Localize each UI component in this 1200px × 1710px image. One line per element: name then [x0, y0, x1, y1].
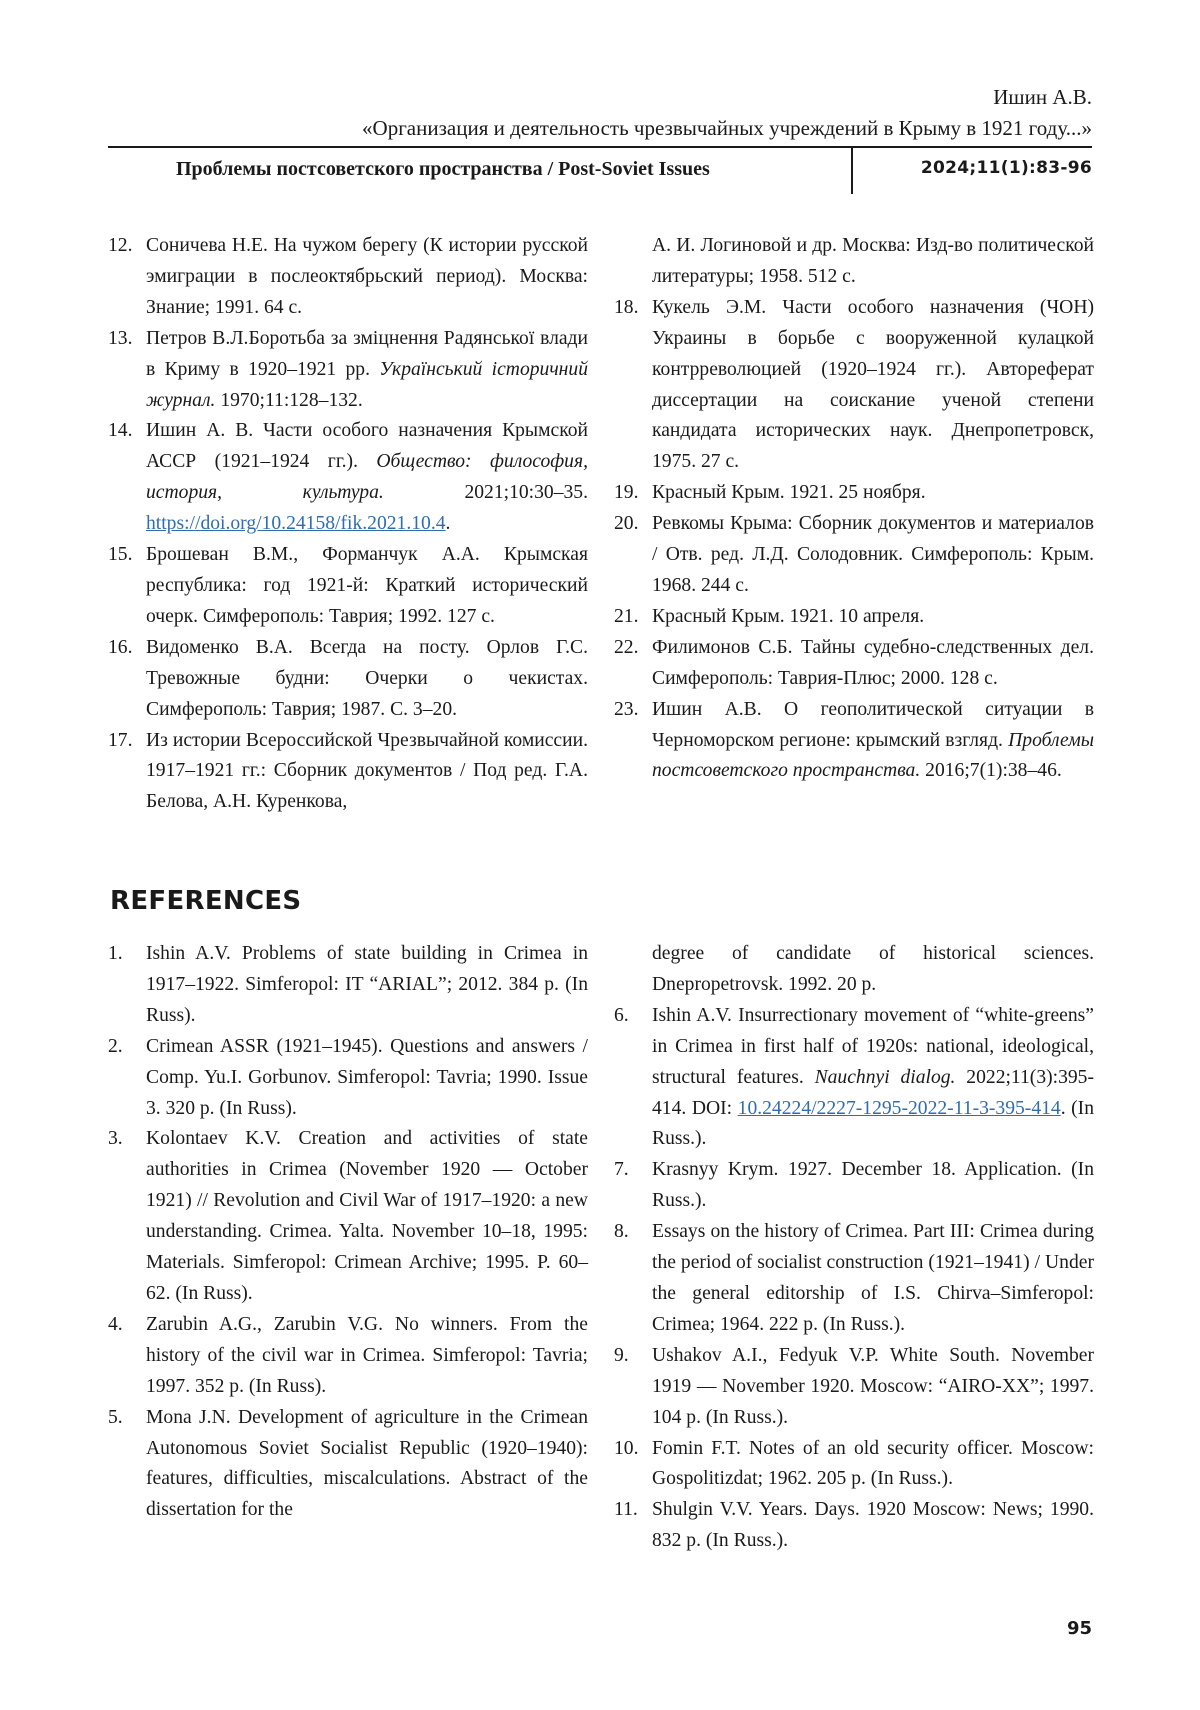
reference-item	[614, 1217, 1094, 1341]
reference-number: 19.	[614, 478, 650, 509]
reference-number: 21.	[614, 602, 650, 633]
reference-text: Ишин А. В. Части особого назначения Крымской АССР (1921–1924 гг.).	[146, 420, 588, 472]
header-rule	[108, 146, 1092, 148]
reference-text: Кукель Э.М. Части особого назначения (ЧОН) Украины в борьбе с вооруженной кулацкой контрреволюцией (1920–1924 гг.). Автореферат диссертации на соискание ученой степени кандидата исторических наук. Днепропетровск, 1975. 27 с.	[652, 297, 1094, 473]
ru-references-left-column	[108, 231, 588, 818]
reference-number: 10.	[614, 1434, 650, 1465]
running-head-article-title: «Организация и деятельность чрезвычайных учреждений в Крыму в 1921 году...»	[362, 113, 1092, 144]
reference-text: Ishin A.V. Insurrectionary movement of “white-greens” in Crimea in first half of 1920s: national, ideological, structural features.	[652, 1005, 1094, 1088]
reference-journal-title: Общество: философия, история, культура.	[146, 451, 588, 503]
reference-item	[614, 1495, 1094, 1557]
reference-number: 2.	[108, 1032, 144, 1063]
reference-item	[614, 293, 1094, 478]
reference-item	[614, 633, 1094, 695]
reference-text: Shulgin V.V. Years. Days. 1920 Moscow: News; 1990. 832 p. (In Russ.).	[652, 1499, 1094, 1551]
issue-reference: 2024;11(1):83-96	[921, 158, 1092, 178]
reference-text: Соничева Н.Е. На чужом берегу (К истории русской эмиграции в послеоктябрьский период). Москва: Знание; 1991. 64 с.	[146, 235, 588, 318]
reference-number: 16.	[108, 633, 144, 664]
reference-number: 14.	[108, 416, 144, 447]
reference-number: 12.	[108, 231, 144, 262]
reference-item	[108, 633, 588, 726]
reference-item	[614, 509, 1094, 602]
reference-item	[108, 1032, 588, 1125]
reference-number: 22.	[614, 633, 650, 664]
reference-number: 7.	[614, 1155, 650, 1186]
reference-number: 13.	[108, 324, 144, 355]
reference-number: 1.	[108, 939, 144, 970]
reference-text: Ishin A.V. Problems of state building in Crimea in 1917–1922. Simferopol: IT “ARIAL”; 2012. 384 p. (In Russ).	[146, 943, 588, 1026]
reference-text: Crimean ASSR (1921–1945). Questions and answers / Comp. Yu.I. Gorbunov. Simferopol: Tavria; 1990. Issue 3. 320 p. (In Russ).	[146, 1036, 588, 1119]
reference-text: Ushakov A.I., Fedyuk V.P. White South. November 1919 — November 1920. Moscow: “AIRO-XX”; 1997. 104 p. (In Russ.).	[652, 1345, 1094, 1428]
reference-number: 18.	[614, 293, 650, 324]
reference-text: Mona J.N. Development of agriculture in the Crimean Autonomous Soviet Socialist Republic (1920–1940): features, difficulties, miscalculations. Abstract of the dissertation for the	[146, 1407, 588, 1521]
ru-references-right-column	[614, 231, 1094, 787]
reference-text: Филимонов С.Б. Тайны судебно-следственных дел. Симферополь: Таврия-Плюс; 2000. 128 с.	[652, 637, 1094, 689]
reference-text: Видоменко В.А. Всегда на посту. Орлов Г.С. Тревожные будни: Очерки о чекистах. Симферополь: Таврия; 1987. С. 3–20.	[146, 637, 588, 720]
doi-link[interactable]: https://doi.org/10.24158/fik.2021.10.4	[146, 513, 446, 534]
reference-item	[614, 478, 1094, 509]
reference-number: 15.	[108, 540, 144, 571]
doi-link[interactable]: 10.24224/2227-1295-2022-11-3-395-414	[738, 1098, 1061, 1119]
reference-text: 2016;7(1):38–46.	[920, 760, 1062, 781]
reference-text: 1970;11:128–132.	[215, 390, 362, 411]
reference-item	[108, 1310, 588, 1403]
reference-text: 2021;10:30–35.	[384, 482, 588, 503]
reference-number: 9.	[614, 1341, 650, 1372]
reference-number: 8.	[614, 1217, 650, 1248]
journal-title: Проблемы постсоветского пространства / Post-Soviet Issues	[176, 156, 710, 182]
reference-item	[614, 602, 1094, 633]
reference-item	[108, 939, 588, 1032]
header-divider	[851, 148, 853, 194]
reference-text: Zarubin A.G., Zarubin V.G. No winners. From the history of the civil war in Crimea. Simferopol: Tavria; 1997. 352 p. (In Russ).	[146, 1314, 588, 1397]
reference-text: Красный Крым. 1921. 25 ноября.	[652, 482, 926, 503]
reference-item	[614, 1155, 1094, 1217]
reference-number: 4.	[108, 1310, 144, 1341]
reference-item	[614, 1434, 1094, 1496]
reference-number: 3.	[108, 1124, 144, 1155]
reference-text: Fomin F.T. Notes of an old security officer. Moscow: Gospolitizdat; 1962. 205 p. (In Russ.).	[652, 1438, 1094, 1490]
page	[0, 0, 1200, 1710]
running-head	[362, 82, 1092, 144]
reference-item	[614, 1341, 1094, 1434]
reference-text: .	[446, 513, 451, 534]
reference-number: 23.	[614, 695, 650, 726]
reference-number: 11.	[614, 1495, 650, 1526]
reference-text: . (In Russ.).	[652, 1098, 1094, 1150]
reference-item	[108, 540, 588, 633]
reference-item	[108, 726, 588, 819]
running-head-author: Ишин А.В.	[362, 82, 1092, 113]
reference-journal-title: Nauchnyi dialog.	[815, 1067, 956, 1088]
reference-text: Брошеван В.М., Форманчук А.А. Крымская республика: год 1921-й: Краткий исторический очерк. Симферополь: Таврия; 1992. 127 с.	[146, 544, 588, 627]
reference-text: Петров В.Л.Боротьба за зміцнення Радянської влади в Криму в 1920–1921 рр.	[146, 328, 588, 380]
reference-text: Из истории Всероссийской Чрезвычайной комиссии. 1917–1921 гг.: Сборник документов / Под ред. Г.А. Белова, А.Н. Куренкова,	[146, 730, 588, 813]
reference-item	[108, 1403, 588, 1527]
reference-item	[108, 1124, 588, 1309]
reference-item	[108, 324, 588, 417]
reference-item	[614, 1001, 1094, 1156]
reference-continuation: А. И. Логиновой и др. Москва: Изд-во политической литературы; 1958. 512 с.	[614, 231, 1094, 293]
reference-text: Ишин А.В. О геополитической ситуации в Черноморском регионе: крымский взгляд.	[652, 699, 1094, 751]
reference-text: Essays on the history of Crimea. Part III: Crimea during the period of socialist construction (1921–1941) / Under the general editorship of I.S. Chirva–Simferopol: Crimea; 1964. 222 p. (In Russ.).	[652, 1221, 1094, 1335]
reference-journal-title: Український історичний журнал.	[146, 359, 588, 411]
reference-text: Красный Крым. 1921. 10 апреля.	[652, 606, 924, 627]
reference-item	[108, 416, 588, 540]
reference-journal-title: Проблемы постсоветского пространства.	[652, 730, 1094, 782]
en-references-right-column	[614, 939, 1094, 1557]
reference-text: Ревкомы Крыма: Сборник документов и материалов / Отв. ред. Л.Д. Солодовник. Симферополь: Крым. 1968. 244 с.	[652, 513, 1094, 596]
reference-number: 17.	[108, 726, 144, 757]
en-references-left-column	[108, 939, 588, 1526]
reference-text: Kolontaev K.V. Creation and activities of state authorities in Crimea (November 1920 — October 1921) // Revolution and Civil War of 1917–1920: a new understanding. Crimea. Yalta. November 10–18, 1995: Materials. Simferopol: Crimean Archive; 1995. P. 60–62. (In Russ).	[146, 1128, 588, 1304]
reference-text: Krasnyy Krym. 1927. December 18. Application. (In Russ.).	[652, 1159, 1094, 1211]
references-heading: REFERENCES	[110, 886, 301, 916]
reference-number: 20.	[614, 509, 650, 540]
reference-text: 2022;11(3):395-414. DOI:	[652, 1067, 1094, 1119]
reference-item	[108, 231, 588, 324]
page-number: 95	[1067, 1618, 1092, 1639]
reference-continuation: degree of candidate of historical sciences. Dnepropetrovsk. 1992. 20 p.	[614, 939, 1094, 1001]
reference-item	[614, 695, 1094, 788]
reference-number: 6.	[614, 1001, 650, 1032]
reference-number: 5.	[108, 1403, 144, 1434]
